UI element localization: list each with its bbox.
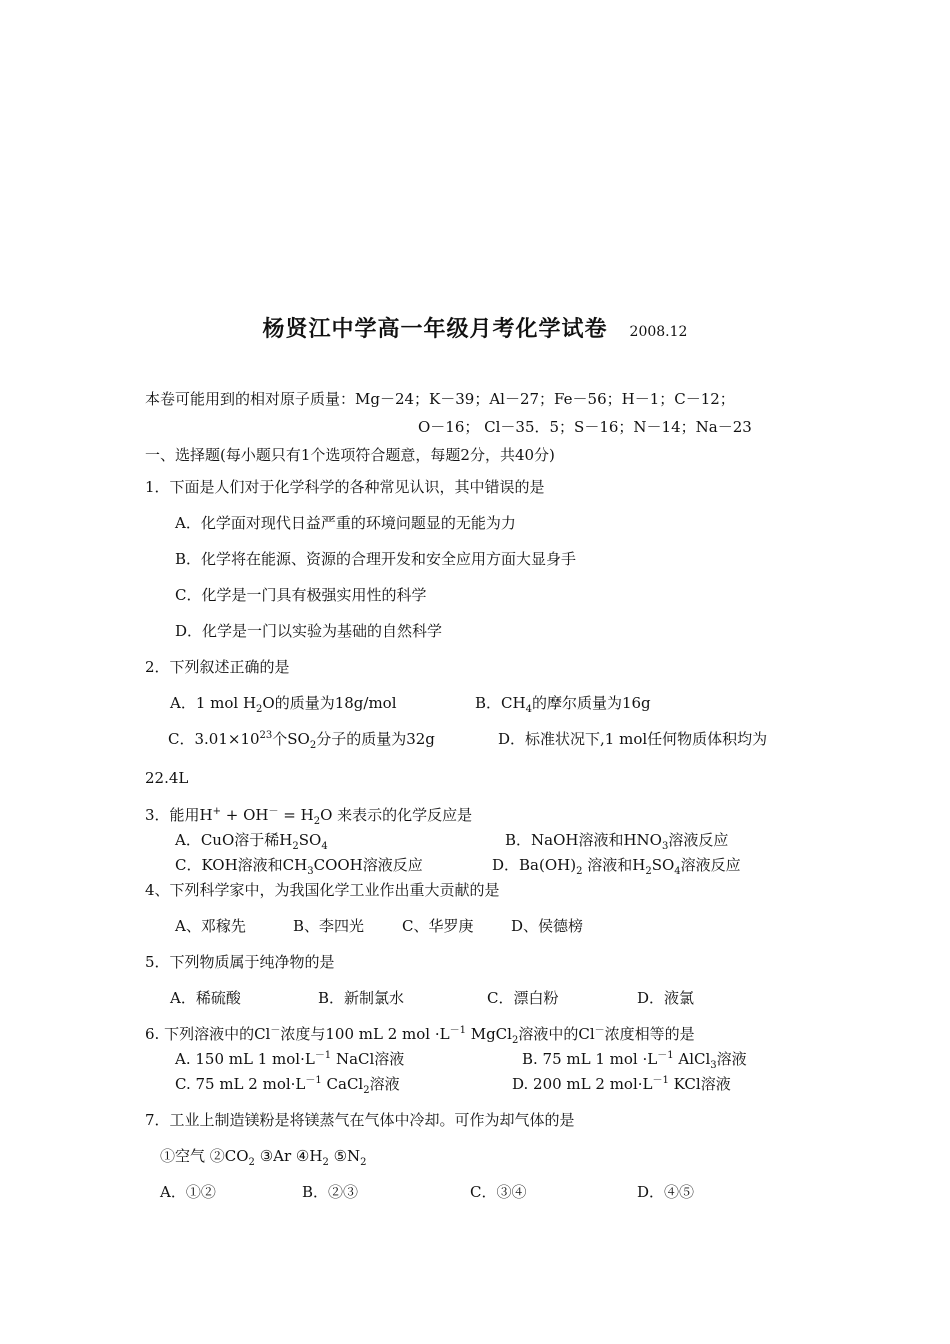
- section1-header: 一、选择题(每小题只有1个选项符合题意，每题2分，共40分): [145, 446, 555, 464]
- q3-option-a: A．CuO溶于稀$H_2SO_4$: [175, 831, 328, 852]
- atomic-masses-line1: 本卷可能用到的相对原子质量：Mg－24；K－39；Al－27；Fe－56；H－1；C－12；: [145, 390, 735, 408]
- q7-option-d: D．④⑤: [637, 1183, 695, 1201]
- q3-option-d: D．$Ba(OH)_2$ 溶液和$H_2SO_4$溶液反应: [492, 856, 741, 877]
- q7-gas-list: ①空气 $②CO_2$ ③Ar $④H_2$ $⑤N_2$: [160, 1147, 367, 1168]
- q1-option-a: A．化学面对现代日益严重的环境问题显的无能为力: [175, 514, 516, 532]
- q6-option-d: D. 200 mL 2 $mol\cdot L^{-1}$ KCl溶液: [512, 1075, 731, 1093]
- q1-option-d: D．化学是一门以实验为基础的自然科学: [175, 622, 443, 640]
- q1-stem: 1．下面是人们对于化学科学的各种常见认识，其中错误的是: [145, 478, 545, 496]
- atomic-masses-line2: O－16； Cl－35．5；S－16；N－14；Na－23: [418, 418, 752, 436]
- q7-option-a: A．①②: [160, 1183, 216, 1201]
- q5-option-c: C．漂白粉: [487, 989, 559, 1007]
- q4-stem: 4、下列科学家中，为我国化学工业作出重大贡献的是: [145, 881, 500, 899]
- q5-option-a: A．稀硫酸: [170, 989, 241, 1007]
- q6-stem: 6. 下列溶液中的Cl－浓度与100 mL 2 mol $\cdot L^{-1}$ MgCl$_2$溶液中的Cl－浓度相等的是: [145, 1025, 695, 1046]
- q4-option-a: A、邓稼先: [175, 917, 246, 935]
- q5-option-d: D．液氯: [637, 989, 695, 1007]
- q7-stem: 7．工业上制造镁粉是将镁蒸气在气体中冷却。可作为却气体的是: [145, 1111, 575, 1129]
- q2-option-b: B．$CH_4$的摩尔质量为16g: [475, 694, 651, 715]
- q3-stem: 3．能用$H^+ + OH^- = H_2O$ 来表示的化学反应是: [145, 806, 473, 827]
- q3-option-b: B．NaOH溶液和$HNO_3$溶液反应: [505, 831, 729, 852]
- q1-option-b: B．化学将在能源、资源的合理开发和安全应用方面大显身手: [175, 550, 577, 568]
- q6-option-b: B. 75 mL 1 mol $\cdot L^{-1}$ AlCl$_3$溶液: [522, 1050, 747, 1071]
- q7-option-c: C．③④: [470, 1183, 527, 1201]
- q3-option-c: C．KOH溶液和$CH_3COOH$溶液反应: [175, 856, 423, 877]
- q6-option-a: A. 150 mL 1 $mol\cdot L^{-1}$ NaCl溶液: [175, 1050, 405, 1068]
- q5-stem: 5．下列物质属于纯净物的是: [145, 953, 335, 971]
- q2-option-c: C．$3.01\times 10^{23}$个$SO_2$分子的质量为32g: [168, 730, 435, 751]
- exam-date: 2008.12: [629, 324, 688, 340]
- q4-option-d: D、侯德榜: [511, 917, 584, 935]
- exam-title: 杨贤江中学高一年级月考化学试卷: [262, 316, 608, 342]
- q6-option-c: C. 75 mL 2 $mol\cdot L^{-1}$ CaCl$_2$溶液: [175, 1075, 400, 1096]
- q2-option-d: D．标准状况下,1 mol任何物质体积均为: [498, 730, 768, 748]
- q4-option-c: C、华罗庚: [402, 917, 474, 935]
- q4-option-b: B、李四光: [293, 917, 365, 935]
- q2-option-a: A．1 mol $H_2O$的质量为18g/mol: [170, 694, 397, 715]
- q7-option-b: B．②③: [302, 1183, 359, 1201]
- q1-option-c: C．化学是一门具有极强实用性的科学: [175, 586, 427, 604]
- q2-option-d-continued: 22.4L: [145, 769, 189, 787]
- q5-option-b: B．新制氯水: [318, 989, 405, 1007]
- q2-stem: 2．下列叙述正确的是: [145, 658, 290, 676]
- exam-title-line: [0, 312, 950, 343]
